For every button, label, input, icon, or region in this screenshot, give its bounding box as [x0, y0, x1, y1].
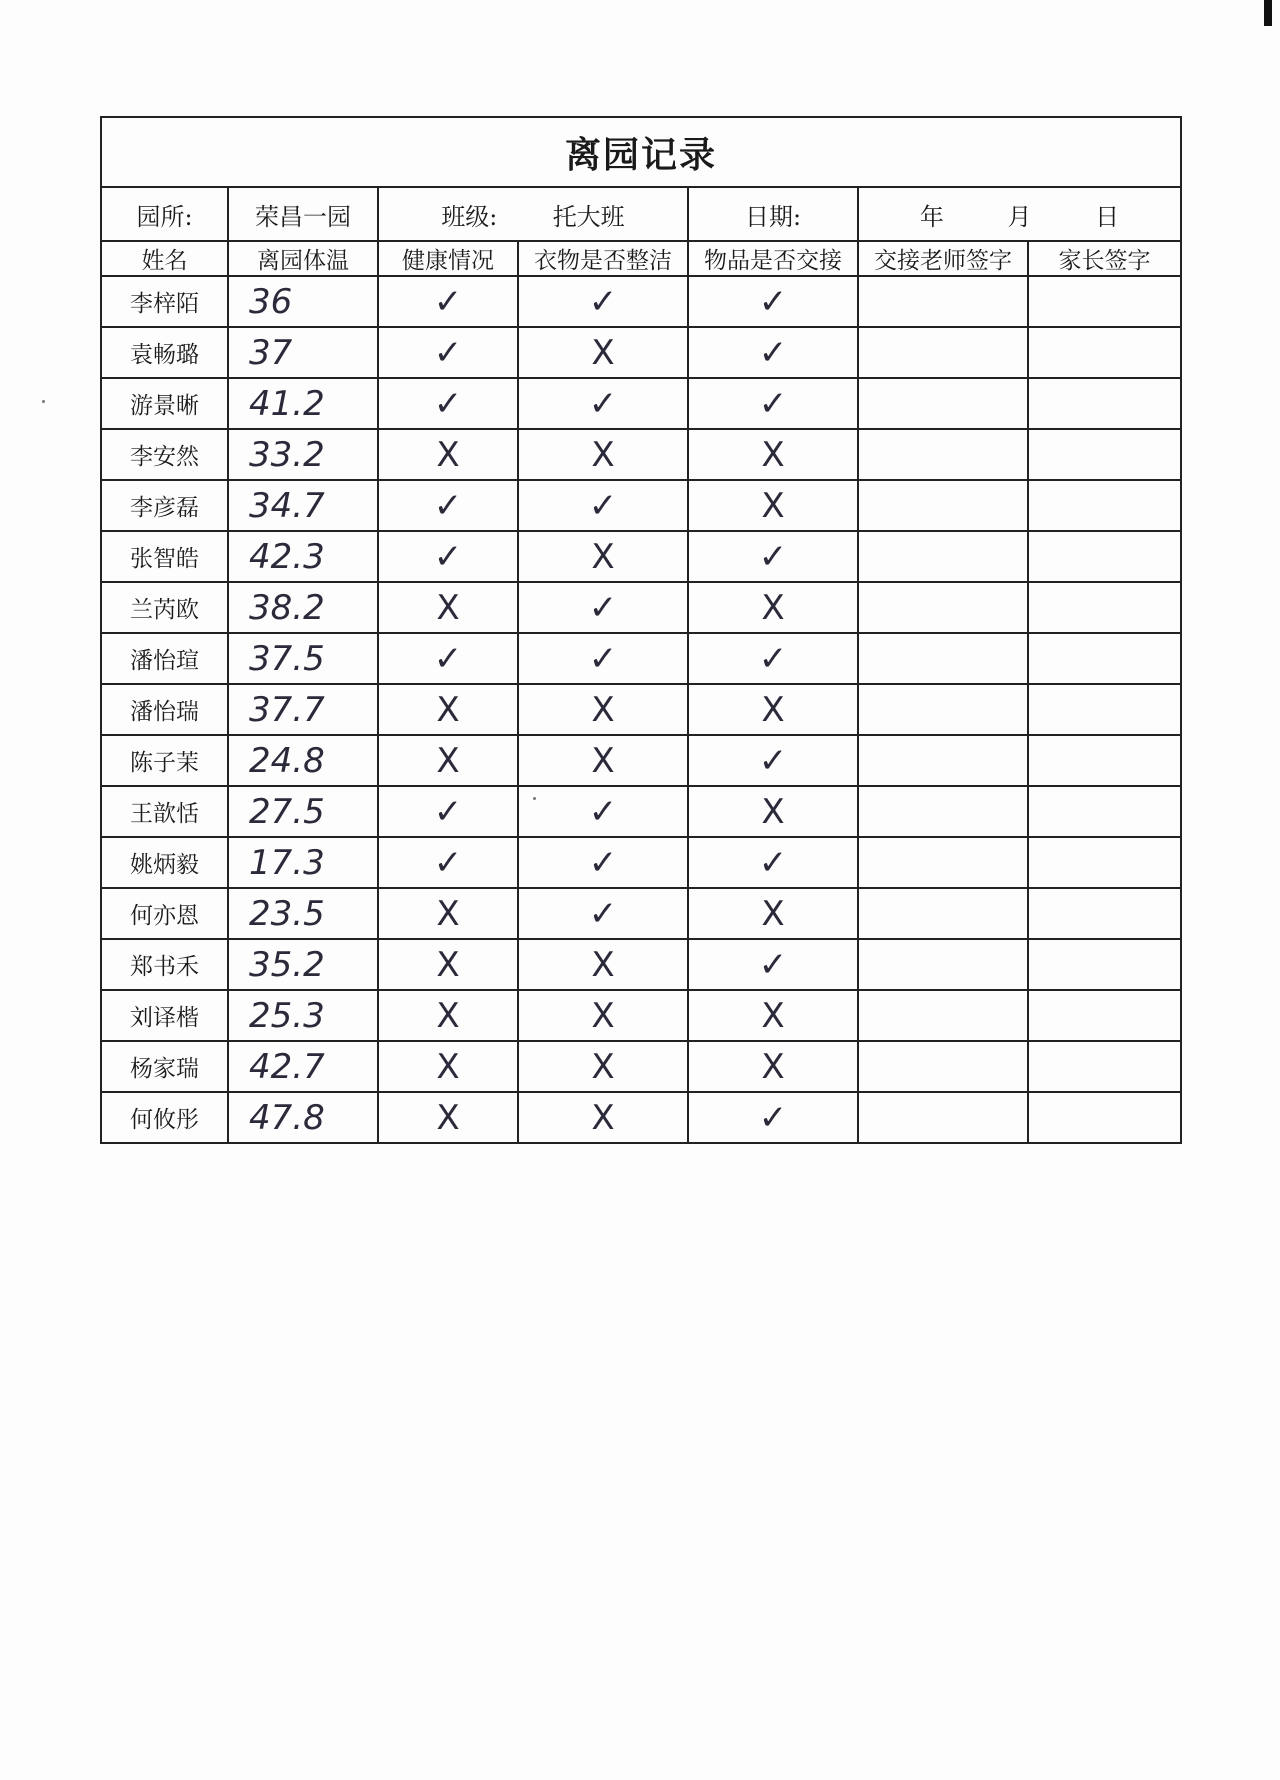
table-row — [101, 582, 1181, 633]
table-row — [101, 990, 1181, 1041]
items-mark: ✓ — [688, 837, 858, 888]
clothes-mark: X — [518, 735, 688, 786]
parent-signature-field[interactable] — [1028, 1092, 1181, 1143]
items-mark: X — [688, 429, 858, 480]
student-name: 王歆恬 — [101, 786, 228, 837]
items-mark: ✓ — [688, 327, 858, 378]
health-mark: ✓ — [378, 327, 518, 378]
clothes-mark: X — [518, 1092, 688, 1143]
health-mark: ✓ — [378, 786, 518, 837]
date-month: 月 — [1007, 202, 1032, 231]
header-temp: 离园体温 — [228, 241, 378, 276]
table-row — [101, 786, 1181, 837]
clothes-mark: ✓ — [518, 837, 688, 888]
items-mark: ✓ — [688, 735, 858, 786]
parent-signature-field[interactable] — [1028, 939, 1181, 990]
record-table — [100, 116, 1182, 1144]
student-name: 李梓陌 — [101, 276, 228, 327]
clothes-mark: ✓ — [518, 786, 688, 837]
health-mark: X — [378, 990, 518, 1041]
items-mark: ✓ — [688, 276, 858, 327]
table-row — [101, 531, 1181, 582]
clothes-mark: ✓ — [518, 888, 688, 939]
parent-signature-field[interactable] — [1028, 531, 1181, 582]
parent-signature-field[interactable] — [1028, 888, 1181, 939]
health-mark: ✓ — [378, 378, 518, 429]
student-name: 姚炳毅 — [101, 837, 228, 888]
temperature-value: 33.2 — [228, 429, 378, 480]
items-mark: ✓ — [688, 378, 858, 429]
temperature-value: 27.5 — [228, 786, 378, 837]
stray-dot — [42, 400, 45, 403]
clothes-mark: ✓ — [518, 378, 688, 429]
table-row — [101, 888, 1181, 939]
teacher-signature-field[interactable] — [858, 837, 1028, 888]
teacher-signature-field[interactable] — [858, 429, 1028, 480]
parent-signature-field[interactable] — [1028, 327, 1181, 378]
clothes-mark: ✓ — [518, 276, 688, 327]
teacher-signature-field[interactable] — [858, 633, 1028, 684]
temperature-value: 41.2 — [228, 378, 378, 429]
teacher-signature-field[interactable] — [858, 276, 1028, 327]
teacher-signature-field[interactable] — [858, 480, 1028, 531]
clothes-mark: X — [518, 531, 688, 582]
student-name: 杨家瑞 — [101, 1041, 228, 1092]
temperature-value: 24.8 — [228, 735, 378, 786]
page-title: 离园记录 — [101, 117, 1181, 187]
clothes-mark: X — [518, 429, 688, 480]
table-row — [101, 684, 1181, 735]
health-mark: ✓ — [378, 276, 518, 327]
parent-signature-field[interactable] — [1028, 990, 1181, 1041]
table-row — [101, 1092, 1181, 1143]
items-mark: ✓ — [688, 531, 858, 582]
teacher-signature-field[interactable] — [858, 684, 1028, 735]
header-health: 健康情况 — [378, 241, 518, 276]
class-field — [378, 187, 688, 241]
items-mark: X — [688, 684, 858, 735]
parent-signature-field[interactable] — [1028, 582, 1181, 633]
items-mark: ✓ — [688, 1092, 858, 1143]
health-mark: X — [378, 1041, 518, 1092]
student-name: 李安然 — [101, 429, 228, 480]
clothes-mark: X — [518, 684, 688, 735]
teacher-signature-field[interactable] — [858, 378, 1028, 429]
temperature-value: 17.3 — [228, 837, 378, 888]
items-mark: X — [688, 990, 858, 1041]
parent-signature-field[interactable] — [1028, 684, 1181, 735]
teacher-signature-field[interactable] — [858, 786, 1028, 837]
clothes-mark: X — [518, 990, 688, 1041]
school-value: 荣昌一园 — [228, 187, 378, 241]
temperature-value: 37.7 — [228, 684, 378, 735]
parent-signature-field[interactable] — [1028, 735, 1181, 786]
health-mark: ✓ — [378, 531, 518, 582]
teacher-signature-field[interactable] — [858, 327, 1028, 378]
teacher-signature-field[interactable] — [858, 990, 1028, 1041]
clothes-mark: X — [518, 327, 688, 378]
student-name: 何攸彤 — [101, 1092, 228, 1143]
temperature-value: 34.7 — [228, 480, 378, 531]
parent-signature-field[interactable] — [1028, 378, 1181, 429]
parent-signature-field[interactable] — [1028, 429, 1181, 480]
temperature-value: 42.7 — [228, 1041, 378, 1092]
parent-signature-field[interactable] — [1028, 786, 1181, 837]
temperature-value: 42.3 — [228, 531, 378, 582]
date-day: 日 — [1095, 202, 1120, 231]
health-mark: ✓ — [378, 837, 518, 888]
temperature-value: 37 — [228, 327, 378, 378]
items-mark: ✓ — [688, 633, 858, 684]
school-label: 园所: — [101, 187, 228, 241]
health-mark: X — [378, 684, 518, 735]
table-row — [101, 327, 1181, 378]
header-clothes: 衣物是否整洁 — [518, 241, 688, 276]
student-name: 袁畅璐 — [101, 327, 228, 378]
health-mark: X — [378, 429, 518, 480]
items-mark: X — [688, 582, 858, 633]
table-row — [101, 1041, 1181, 1092]
student-name: 何亦恩 — [101, 888, 228, 939]
temperature-value: 37.5 — [228, 633, 378, 684]
clothes-mark: X — [518, 1041, 688, 1092]
header-teacher-signature: 交接老师签字 — [858, 241, 1028, 276]
clothes-mark: X — [518, 939, 688, 990]
teacher-signature-field[interactable] — [858, 888, 1028, 939]
clothes-mark: ✓ — [518, 480, 688, 531]
parent-signature-field[interactable] — [1028, 837, 1181, 888]
table-row — [101, 735, 1181, 786]
health-mark: X — [378, 888, 518, 939]
date-label: 日期: — [688, 187, 858, 241]
student-name: 陈子茉 — [101, 735, 228, 786]
parent-signature-field[interactable] — [1028, 480, 1181, 531]
table-row — [101, 939, 1181, 990]
parent-signature-field[interactable] — [1028, 276, 1181, 327]
teacher-signature-field[interactable] — [858, 582, 1028, 633]
temperature-value: 36 — [228, 276, 378, 327]
student-name: 刘译楷 — [101, 990, 228, 1041]
temperature-value: 23.5 — [228, 888, 378, 939]
parent-signature-field[interactable] — [1028, 633, 1181, 684]
items-mark: X — [688, 1041, 858, 1092]
health-mark: X — [378, 582, 518, 633]
date-value — [858, 187, 1181, 241]
health-mark: X — [378, 735, 518, 786]
info-row — [101, 187, 1181, 241]
student-name: 李彦磊 — [101, 480, 228, 531]
teacher-signature-field[interactable] — [858, 939, 1028, 990]
items-mark: X — [688, 888, 858, 939]
student-name: 兰芮欧 — [101, 582, 228, 633]
teacher-signature-field[interactable] — [858, 531, 1028, 582]
teacher-signature-field[interactable] — [858, 1041, 1028, 1092]
student-name: 郑书禾 — [101, 939, 228, 990]
table-row — [101, 276, 1181, 327]
header-row — [101, 241, 1181, 276]
table-row — [101, 378, 1181, 429]
student-name: 张智皓 — [101, 531, 228, 582]
teacher-signature-field[interactable] — [858, 1092, 1028, 1143]
temperature-value: 47.8 — [228, 1092, 378, 1143]
teacher-signature-field[interactable] — [858, 735, 1028, 786]
header-items: 物品是否交接 — [688, 241, 858, 276]
student-name: 游景晰 — [101, 378, 228, 429]
table-row — [101, 429, 1181, 480]
corner-mark — [1264, 0, 1272, 26]
health-mark: X — [378, 1092, 518, 1143]
student-name: 潘怡瑞 — [101, 684, 228, 735]
class-label: 班级: — [441, 202, 498, 231]
temperature-value: 25.3 — [228, 990, 378, 1041]
header-name: 姓名 — [101, 241, 228, 276]
items-mark: ✓ — [688, 939, 858, 990]
header-parent-signature: 家长签字 — [1028, 241, 1181, 276]
items-mark: X — [688, 480, 858, 531]
table-row — [101, 837, 1181, 888]
clothes-mark: ✓ — [518, 582, 688, 633]
student-name: 潘怡瑄 — [101, 633, 228, 684]
temperature-value: 38.2 — [228, 582, 378, 633]
parent-signature-field[interactable] — [1028, 1041, 1181, 1092]
health-mark: X — [378, 939, 518, 990]
class-value: 托大班 — [552, 202, 625, 231]
date-year: 年 — [919, 202, 944, 231]
temperature-value: 35.2 — [228, 939, 378, 990]
items-mark: X — [688, 786, 858, 837]
table-row — [101, 480, 1181, 531]
health-mark: ✓ — [378, 633, 518, 684]
clothes-mark: ✓ — [518, 633, 688, 684]
health-mark: ✓ — [378, 480, 518, 531]
table-row — [101, 633, 1181, 684]
